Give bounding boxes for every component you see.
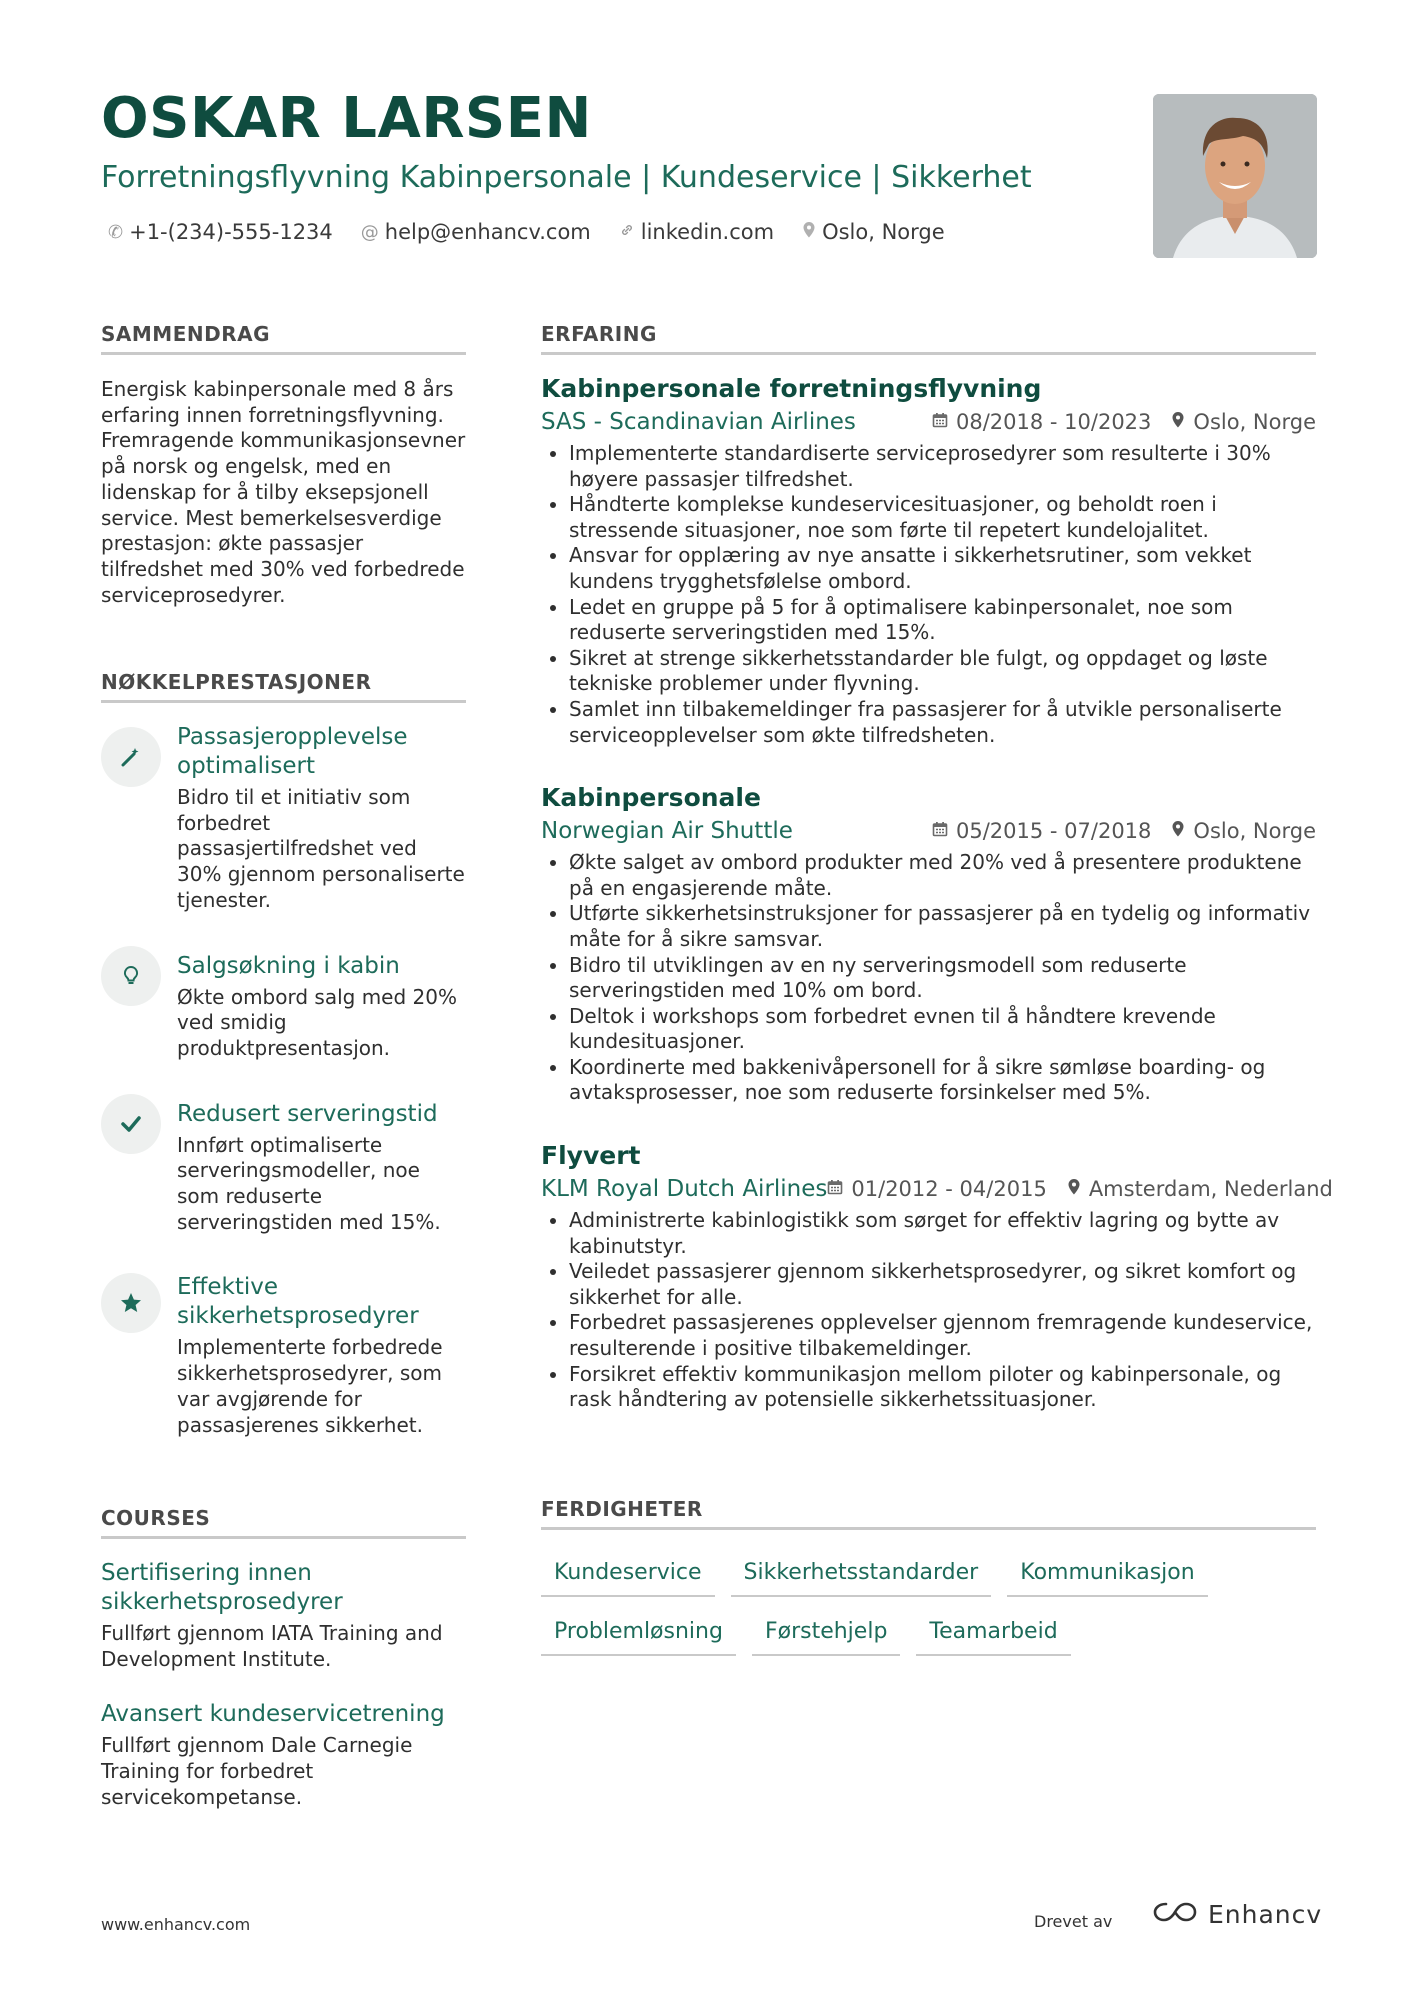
course-desc: Fullført gjennom IATA Training and Development Institute. — [101, 1621, 443, 1671]
location-pin-icon — [1067, 1178, 1081, 1201]
job-location — [1067, 1177, 1333, 1201]
achievement-item — [101, 1273, 466, 1438]
calendar-icon — [932, 821, 948, 842]
at-icon: @ — [360, 221, 379, 243]
bullet-item: • Utførte sikkerhetsinstruksjoner for passasjerer på en tydelig og informativ måte for å sikre samsvar. — [569, 901, 1316, 952]
job-meta — [541, 409, 1316, 435]
location-text: Oslo, Norge — [822, 220, 945, 244]
achievement-title: Effektive sikkerhetsprosedyrer — [177, 1274, 419, 1330]
job-bullets — [541, 1208, 1316, 1413]
summary-heading: SAMMENDRAG — [101, 322, 466, 355]
contact-bar — [108, 220, 945, 244]
job-location — [1171, 819, 1316, 843]
contact-email[interactable] — [361, 220, 591, 244]
job-entry — [541, 782, 1316, 1106]
job-dates — [827, 1177, 1046, 1201]
job-dates — [932, 819, 1151, 843]
brand-logo[interactable] — [1152, 1900, 1322, 1929]
courses-section — [101, 1506, 466, 1811]
profile-photo — [1153, 94, 1317, 258]
location-text: Oslo, Norge — [1193, 819, 1316, 844]
job-dates — [932, 410, 1151, 434]
courses-heading: COURSES — [101, 1506, 466, 1539]
job-bullets — [541, 441, 1316, 748]
job-meta — [541, 1176, 1333, 1203]
job-entry — [541, 373, 1316, 748]
job-entry — [541, 1140, 1333, 1413]
skill-tag: Sikkerhetsstandarder — [731, 1554, 992, 1597]
magic-wand-icon — [101, 727, 161, 787]
job-location — [1171, 410, 1316, 434]
footer-url[interactable]: www.enhancv.com — [101, 1915, 251, 1934]
job-title: Kabinpersonale — [541, 783, 761, 813]
company-name: SAS - Scandinavian Airlines — [541, 409, 856, 435]
bullet-item: • Administrerte kabinlogistikk som sørget for effektiv lagring og bytte av kabinutstyr. — [569, 1208, 1316, 1259]
checkmark-icon — [101, 1094, 161, 1154]
course-title: Avansert kundeservicetrening — [101, 1701, 445, 1728]
contact-location — [802, 220, 945, 244]
bullet-item: • Bidro til utviklingen av en ny serveringsmodell som reduserte serveringstiden med 10% om bord. — [569, 953, 1316, 1004]
job-meta — [541, 818, 1316, 844]
bullet-item: • Koordinerte med bakkenivåpersonell for å sikre sømløse boarding- og avtaksprosesser, noe som reduserte forsinkelser med 5%. — [569, 1055, 1316, 1106]
company-name: KLM Royal Dutch Airlines — [541, 1176, 828, 1203]
candidate-name: OSKAR LARSEN — [101, 86, 592, 151]
summary-text: Energisk kabinpersonale med 8 års erfaring innen forretningsflyvning. Fremragende kommunikasjonsevner på norsk og engelsk, med en lidenskap for å tilby eksepsjonell service. Mest bemerkelsesverdige prestasjon: økte passasjer tilfredshet med 30% ved forbedrede serviceprosedyrer. — [101, 377, 466, 607]
achievement-desc: Bidro til et initiativ som forbedret passasjertilfredshet ved 30% gjennom personaliserte tjenester. — [177, 785, 465, 912]
calendar-icon — [827, 1179, 843, 1200]
bullet-item: • Økte salget av ombord produkter med 20% ved å presentere produktene på en engasjerende måte. — [569, 850, 1316, 901]
headline: Forretningsflyvning Kabinpersonale | Kundeservice | Sikkerhet — [101, 160, 1032, 195]
achievement-desc: Implementerte forbedrede sikkerhetsprosedyrer, som var avgjørende for passasjerenes sikkerhet. — [177, 1335, 443, 1437]
experience-heading: ERFARING — [541, 322, 1316, 355]
job-bullets — [541, 850, 1316, 1106]
bullet-item: • Implementerte standardiserte serviceprosedyrer som resulterte i 30% høyere passasjer tilfredshet. — [569, 441, 1316, 492]
link-icon — [619, 222, 635, 243]
lightbulb-icon — [101, 946, 161, 1006]
skill-tag: Kundeservice — [541, 1554, 715, 1597]
bullet-item: • Veiledet passasjerer gjennom sikkerhetsprosedyrer, og sikret komfort og sikkerhet for alle. — [569, 1259, 1316, 1310]
star-icon — [101, 1273, 161, 1333]
dates-text: 01/2012 - 04/2015 — [851, 1177, 1047, 1202]
skills-heading: FERDIGHETER — [541, 1497, 1316, 1530]
achievement-item — [101, 723, 466, 914]
location-text: Oslo, Norge — [1193, 410, 1316, 434]
email-text: help@enhancv.com — [384, 220, 591, 244]
skills-section — [541, 1497, 1316, 1656]
contact-phone[interactable] — [108, 220, 333, 244]
achievement-title: Salgsøkning i kabin — [177, 952, 400, 979]
location-pin-icon — [802, 221, 816, 244]
phone-text: +1-(234)-555-1234 — [129, 220, 333, 244]
dates-text: 08/2018 - 10/2023 — [956, 410, 1152, 434]
skill-tag: Teamarbeid — [916, 1613, 1070, 1656]
experience-section — [541, 322, 1333, 1413]
bullet-item: • Ledet en gruppe på 5 for å optimalisere kabinpersonalet, noe som reduserte serveringstiden med 15%. — [569, 595, 1316, 646]
bullet-item: • Sikret at strenge sikkerhetsstandarder ble fulgt, og oppdaget og løste tekniske problemer under flyvning. — [569, 646, 1316, 697]
location-text: Amsterdam, Nederland — [1088, 1177, 1333, 1202]
skill-tag: Førstehjelp — [752, 1613, 900, 1656]
achievement-title: Redusert serveringstid — [177, 1100, 438, 1127]
contact-linkedin[interactable] — [619, 220, 774, 244]
achievement-item — [101, 1100, 466, 1236]
achievements-heading: NØKKELPRESTASJONER — [101, 670, 466, 703]
course-title: Sertifisering innen sikkerhetsprosedyrer — [101, 1560, 343, 1615]
skill-tag: Problemløsning — [541, 1613, 736, 1656]
job-title: Kabinpersonale forretningsflyvning — [541, 374, 1042, 403]
skill-tag: Kommunikasjon — [1007, 1554, 1207, 1597]
achievement-desc: Økte ombord salg med 20% ved smidig produktpresentasjon. — [177, 984, 457, 1060]
bullet-item: • Forbedret passasjerenes opplevelser gjennom fremragende kundeservice, resulterende i positive tilbakemeldinger. — [569, 1310, 1316, 1361]
brand-name: Enhancv — [1208, 1900, 1323, 1929]
phone-icon: ✆ — [108, 221, 124, 243]
calendar-icon — [932, 412, 948, 433]
summary-section — [101, 322, 466, 608]
location-pin-icon — [1171, 411, 1185, 434]
bullet-item: • Forsikret effektiv kommunikasjon mellom piloter og kabinpersonale, og rask håndtering av potensielle sikkerhetssituasjoner. — [569, 1362, 1316, 1413]
bullet-item: • Deltok i workshops som forbedret evnen til å håndtere krevende kundesituasjoner. — [569, 1004, 1316, 1055]
course-item — [101, 1700, 466, 1810]
dates-text: 05/2015 - 07/2018 — [956, 819, 1152, 844]
footer-powered-by: Drevet av — [1034, 1912, 1113, 1931]
achievement-title: Passasjeropplevelse optimalisert — [177, 724, 408, 779]
achievement-item — [101, 952, 466, 1062]
bullet-item: • Samlet inn tilbakemeldinger fra passasjerer for å utvikle personaliserte serviceopplevelser som økte tilfredsheten. — [569, 697, 1316, 748]
achievement-desc: Innført optimaliserte serveringsmodeller, noe som reduserte serveringstiden med 15%. — [177, 1132, 441, 1234]
job-title: Flyvert — [541, 1141, 641, 1171]
linkedin-text: linkedin.com — [640, 220, 775, 244]
location-pin-icon — [1171, 820, 1185, 843]
achievements-section — [101, 670, 466, 1438]
bullet-item: • Håndterte komplekse kundeservicesituasjoner, og beholdt roen i stressende situasjoner, noe som førte til repetert kundelojalitet. — [569, 492, 1316, 543]
skills-list — [541, 1554, 1316, 1656]
bullet-item: • Ansvar for opplæring av nye ansatte i sikkerhetsrutiner, som vekket kundens trygghetsfølelse ombord. — [569, 543, 1316, 594]
company-name: Norwegian Air Shuttle — [541, 818, 793, 845]
course-desc: Fullført gjennom Dale Carnegie Training for forbedret servicekompetanse. — [101, 1733, 413, 1809]
course-item — [101, 1559, 466, 1672]
enhancv-logo-icon — [1152, 1900, 1198, 1929]
